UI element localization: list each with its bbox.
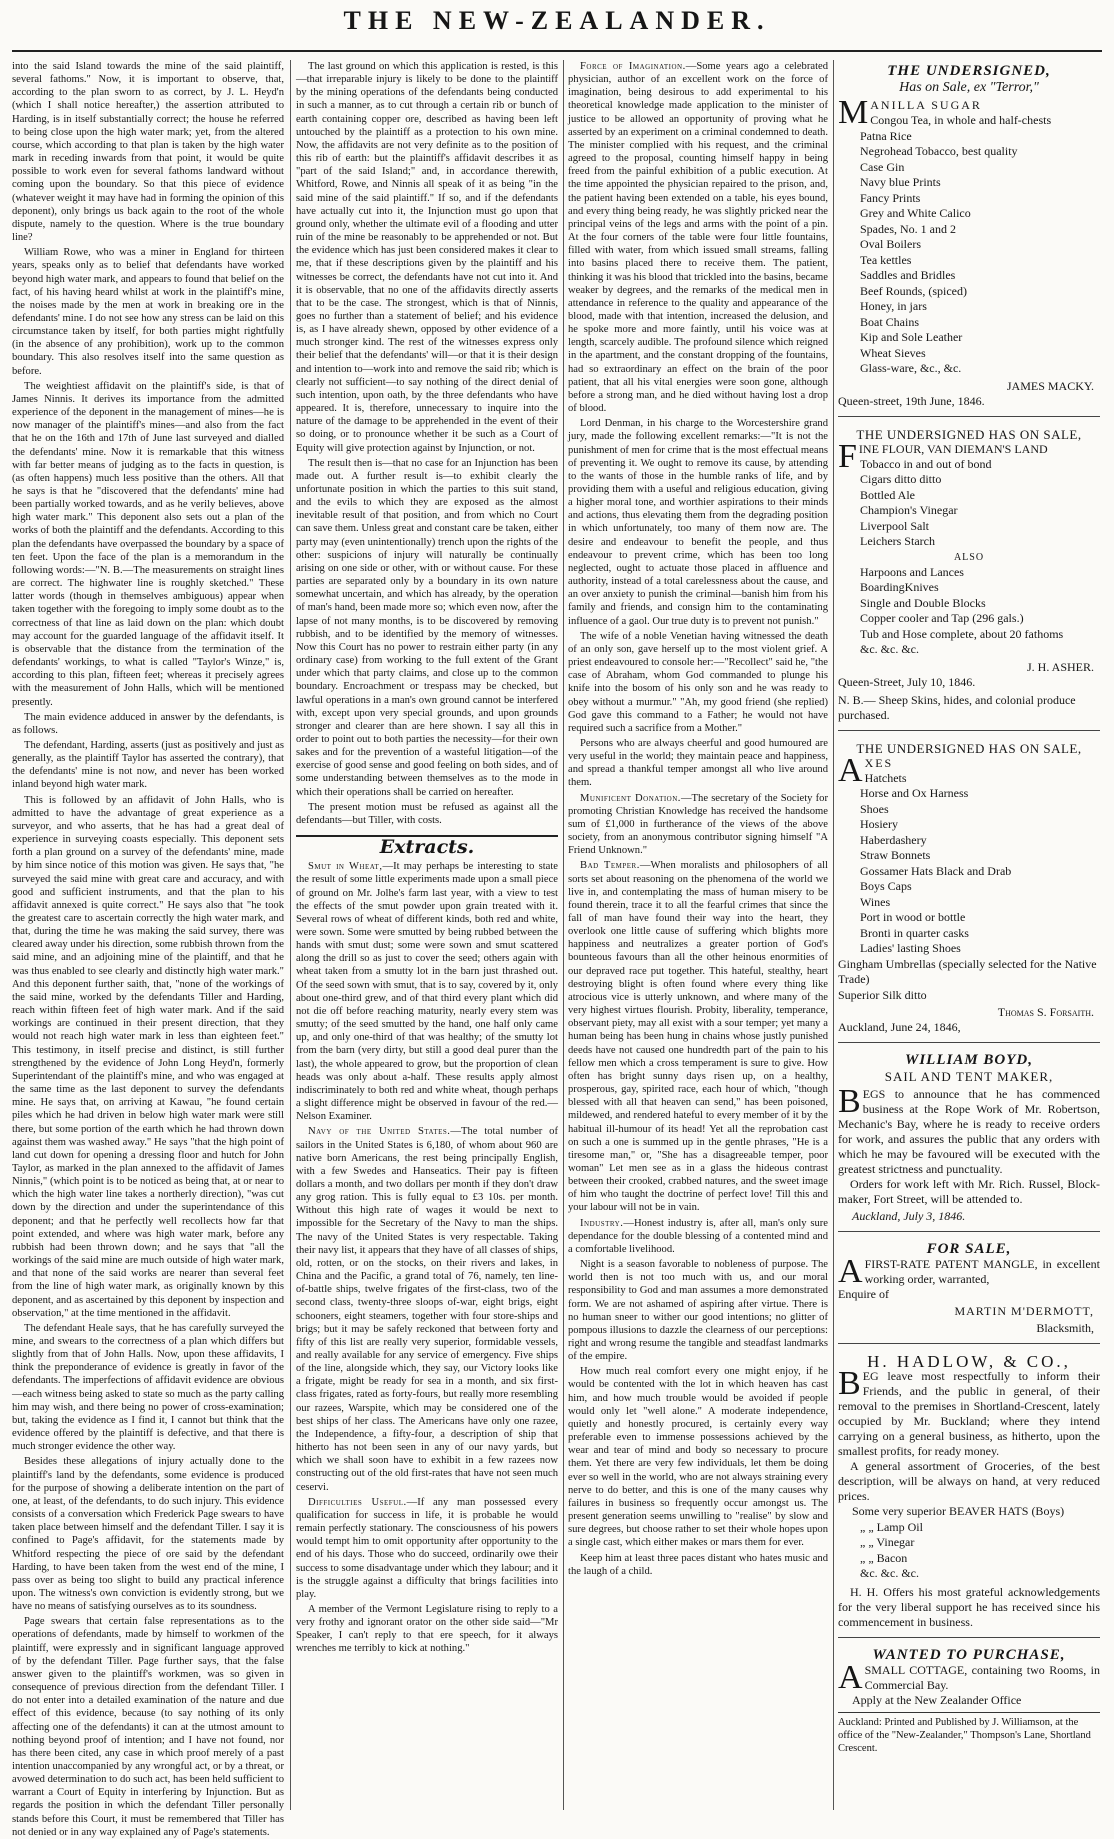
extract-text: Lord Denman, in his charge to the Worcestershire grand jury, made the following excellent remarks:—"It is not the punishment of men for crime that is the most effectual means of preventing it. We ought to remove its cause, by attending to the wants of those in the humble ranks of life, and by providing them with a useful and religious education, giving a higher moral tone, and worthier aspirations to their minds and actions, thus elevating them from the degrading position in which unfortunately, too many of them now are. The desire and endeavour to benefit the people, and thus endeavour to prevent crime, which has been too long neglected, ought to actuate those placed in affluence and authority, instead of a total carelessness about the cause, and an over anxiety to punish the criminal—banish him from his family and friends, and consign him to the contaminating influence of a gaol. Our true duty is to prevent not punish."	[568, 418, 828, 627]
extract-item	[568, 417, 828, 628]
column-divider	[290, 60, 291, 1810]
extract-text: —The secretary of the Society for promoting Christian Knowledge has received the handsome sum of £1,000 in furtherance of the views of the above society, from an anonymous contributor signing himself "A Friend Unknown."	[568, 792, 828, 857]
extract-item	[296, 1125, 558, 1493]
extract-head: Smut in Wheat,	[308, 861, 383, 873]
masthead: THE NEW-ZEALANDER.	[343, 6, 771, 35]
ad-signature: MARTIN M'DERMOTT,	[954, 1304, 1094, 1318]
ad-item: Harpoons and Lances	[860, 564, 964, 579]
extract-item	[568, 1365, 828, 1549]
ad-hadlow	[838, 1350, 1100, 1638]
extract-head: Bad Temper.	[580, 860, 640, 872]
extract-item	[296, 860, 558, 1123]
extract-item	[568, 1552, 828, 1578]
drop-cap: F	[838, 437, 857, 475]
extract-item	[296, 1603, 558, 1656]
extract-text: —It may perhaps be interesting to state the result of some little experiments made upon a small piece of ground on Mr. Jolhe's farm last year, with a view to test the effects of the smut powder upon grain treated with it. Several rows of wheat of different kinds, both red and white, were sown. Some were smutted by being rubbed between the hands with smut dust; some were sown and smut scattered along the drill so as just to cover the seed; others again with wheat taken from a smutty lot in the barn just thrashed out. Of the seed sown with smut, that is to say, covered by it, only about one-third grew, and of that third every plant which did not die off before reaching maturity, nearly every stem was smutty; of the seed smutted by the hand, one half only came up, and only one-third of that was healthy; of the smutty lot from the barn (very dirty, but still a good deal purer than the last), the whole appeared to grow, but the proportion of clean heads was only about a-half. These results apply almost indiscriminately to both red and white wheat, though perhaps a slight difference might be observed in favour of the red.—Nelson Examiner.	[296, 861, 558, 1123]
ad-item: Boat Chains	[860, 314, 919, 329]
ad-item: Gingham Umbrellas (specially selected for the Native Trade)	[838, 956, 1097, 986]
ad-item: Wines	[860, 894, 891, 909]
ad-item: Patna Rice	[860, 128, 912, 143]
ad-item: Ladies' lasting Shoes	[860, 941, 961, 955]
column-divider	[563, 60, 564, 1810]
ad-forsaith	[838, 737, 1100, 1044]
ad-item: „ „ Lamp Oil	[860, 1519, 923, 1534]
ad-item: Liverpool Salt	[860, 518, 929, 533]
ad-item: „ „ Vinegar	[860, 1535, 915, 1549]
ad-item: Copper cooler and Tap (296 gals.)	[860, 611, 1024, 625]
drop-cap: A	[838, 1658, 863, 1696]
ad-item: Horse and Ox Harness	[860, 786, 969, 800]
ad-item: Cigars ditto ditto	[860, 472, 942, 486]
ad-date: Queen-street, 19th June, 1846.	[838, 393, 985, 408]
ad-title: FOR SALE,	[926, 1241, 1012, 1257]
ad-title: THE UNDERSIGNED,	[887, 63, 1051, 79]
extract-item	[296, 1496, 558, 1601]
ad-item: &c. &c. &c.	[860, 1566, 919, 1580]
extract-head: Navy of the United States.	[308, 1126, 451, 1138]
ad-item: BoardingKnives	[860, 580, 939, 594]
ad-item: Honey, in jars	[860, 299, 927, 313]
paragraph: Page swears that certain false representations as to the operations of defendants, made by himself to workmen of the plaintiff, were expressly and in significant language approved of by the defendant Tiller. Page further says, that the false answer given to the plaintiff's workmen, was so given in consequence of previous direction from the defendant Tiller. I do not enter into a detailed examination of the nature and due effect of this evidence, because (to say nothing of its only affecting one of the defendants) it can at the utmost amount to nothing beyond proof of intention; and I have not found, nor has there been cited, any case in which proof merely of a past intention unaccompanied by any wrongful act, or by a threat, or avowed determination to do such act, has been held sufficient to warrant a Court of Equity in interfering by Injunction. But as regards the position in which the defendant Tiller personally stands before this Court, it must be remembered that Tiller has not denied or in any way explained any of Page's statements.	[12, 1616, 284, 1838]
extract-text: —Some years ago a celebrated physician, author of an excellent work on the force of imagination, being desirous to add experimental to his theoretical knowledge made application to the minister of justice to be allowed an opportunity of proving what he asserted by an experiment on a criminal condemned to death. The minister complied with his request, and the criminal agreed to the proposal, counting himself happy in being freed from the painful exhibition of a public execution. At the time appointed the physician repaired to the prison, and, the patient having been extended on a table, his eyes bound, and every thing being ready, he was slightly pricked near the principal veins of the legs and arms with the point of a pin. At the four corners of the table were four little fountains, filled with water, from which issued small streams, falling into basins placed there to receive them. The patient, thinking it was his blood that trickled into the basins, became weaker by degrees, and the remarks of the medical men in attendance in reference to the quality and appearance of the blood, made with that intention, increased the delusion, and he spoke more and more faintly, until his voice was at length, scarcely audible. The profound silence which reigned in the apartment, and the constant dropping of the fountains, had so extraordinary an effect on the brain of the poor patient, that all his vital energies were soon gone, although before a strong man, and he died without having lost a drop of blood.	[568, 61, 829, 415]
extract-item	[568, 630, 828, 735]
masthead-rule	[12, 50, 1102, 52]
ad-item: &c. &c. &c.	[860, 642, 919, 656]
ad-text: FIRST-RATE PATENT MANGLE, in excellent working order, warranted,	[864, 1257, 1100, 1286]
drop-cap: B	[838, 1083, 861, 1120]
ad-text: EGS to announce that he has commenced business at the Rope Work of Mr. Robertson, Mechanic's Bay, where he is ready to receive orders for work, and assures the public that any orders with which he may be favoured will be executed with the greatest strictness and punctuality.	[838, 1087, 1100, 1176]
ad-trade: Blacksmith,	[1036, 1321, 1094, 1335]
ad-item: Port in wood or bottle	[860, 910, 966, 924]
paragraph: The defendant Heale says, that he has carefully surveyed the mine, and swears to the correctness of a plan which differs but slightly from that of John Halls. Now, upon these affidavits, I think the preponderance of evidence is greatly in favor of the defendants. The imperfections of affidavit evidence are obvious—each witness being asked to state so much as the party calling him may wish, and there being no power of cross-examination; but, taking the evidence as I find it, I cannot but think that the evidence offered by the plaintiff is defective, and that there is much stronger evidence the other way.	[12, 1322, 284, 1453]
advertisements-column	[838, 60, 1100, 1810]
ad-item: Shoes	[860, 801, 889, 816]
ad-item: Gossamer Hats Black and Drab	[860, 863, 1012, 878]
column-2	[296, 60, 558, 1810]
ad-signature: Thomas S. Forsaith.	[997, 1005, 1094, 1019]
extract-text: Persons who are always cheerful and good humoured are very useful in the world; they maintain peace and happiness, and spread a thankful temper amongst all who live around them.	[568, 737, 828, 789]
ad-text: H. H. Offers his most grateful acknowledgements for the very liberal support he has received since his commencement in business.	[838, 1584, 1100, 1629]
ad-title: THE UNDERSIGNED HAS ON SALE,	[856, 740, 1082, 756]
ad-item: „ „ Bacon	[860, 1550, 908, 1565]
ad-item: Hosiery	[860, 817, 898, 831]
extract-text: —Honest industry is, after all, man's only sure dependance for the double blessing of a contented mind and a comfortable livelihood.	[568, 1217, 828, 1255]
extracts-heading: Extracts.	[296, 835, 558, 854]
extract-item	[568, 859, 828, 1214]
column-divider	[833, 60, 834, 1810]
extract-item	[568, 737, 828, 790]
ad-item: Glass-ware, &c., &c.	[860, 361, 962, 375]
drop-cap: A	[838, 751, 863, 789]
ad-enquire: Enquire of	[838, 1287, 889, 1301]
ad-title: WANTED TO PURCHASE,	[872, 1646, 1066, 1663]
ad-first-line: ANILLA SUGAR	[870, 98, 982, 112]
ad-item: Saddles and Bridles	[860, 268, 956, 282]
ad-macky	[838, 60, 1100, 417]
ad-apply: Apply at the New Zealander Office	[852, 1692, 1022, 1707]
ad-subtitle: SAIL AND TENT MAKER,	[884, 1069, 1054, 1084]
column-3	[568, 60, 828, 1810]
extract-text: Keep him at least three paces distant who hates music and the laugh of a child.	[568, 1552, 828, 1577]
ad-item: Navy blue Prints	[860, 175, 941, 189]
extract-head: Force of Imagination.	[580, 61, 686, 72]
ad-item: Case Gin	[860, 159, 905, 174]
ad-wanted	[838, 1644, 1100, 1762]
ad-asher	[838, 423, 1100, 731]
ad-item: Bronti in quarter casks	[860, 925, 969, 940]
ad-item: Leichers Starch	[860, 534, 935, 548]
paragraph: Besides these allegations of injury actually done to the plaintiff's land by the defendants, some evidence is produced for the purpose of showing a deliberate intention on the part of one, at least, of the defendants, to do such injury. This evidence consists of a conversation which Frederick Page swears to have taken place between himself and the defendant Tiller. I say it is confined to Page's affidavit, for the statements made by Whitford respecting the piece of ore said by the defendant Harding, to have been taken from the west end of the mine, I pass over as being too slight to build any practical inference upon. The witness's own conviction is evidently strong, but we have no means of satisfying ourselves as to its soundness.	[12, 1456, 284, 1613]
ad-text: EG leave most respectfully to inform their Friends, and the public in general, of their removal to the premises in Shortland-Crescent, lately occupied by Mr. Buckland; where they intend carrying on a general business, as hitherto, upon the smallest profits, for ready money.	[838, 1369, 1100, 1458]
extract-item	[568, 1258, 828, 1363]
paragraph: The main evidence adduced in answer by the defendants, is as follows.	[12, 711, 284, 736]
ad-item: Bottled Ale	[860, 487, 915, 502]
ad-item: Negrohead Tobacco, best quality	[860, 144, 1018, 158]
ad-item: Grey and White Calico	[860, 206, 971, 220]
ad-also: ALSO	[953, 551, 985, 563]
ad-subtitle: Has on Sale, ex "Terror,"	[899, 80, 1039, 95]
ad-item: Single and Double Blocks	[860, 595, 986, 610]
ad-item: Wheat Sieves	[860, 345, 926, 360]
ad-item: Kip and Sole Leather	[860, 330, 963, 344]
ad-title: H. HADLOW, & CO.,	[867, 1352, 1071, 1371]
extract-text: —If any man possessed every qualification for success in life, it is probable he would remain perfectly stationary. The consciousness of his powers would tempt him to omit opportunity after opportunity to the end of his days. Those who do succeed, ordinarily owe their success to some disadvantage under which they labour; and it is the struggle against a difficulty that brings facilities into play.	[296, 1496, 558, 1600]
ad-signature: J. H. ASHER.	[1026, 659, 1094, 674]
extract-text: How much real comfort every one might enjoy, if he would be contented with the lot in which heaven has cast him, and how much trouble would be avoided if people would only let "well alone." A moderate independence, quietly and honestly procured, is certainly every way preferable even to immense possessions achieved by the wear and tear of mind and body so necessary to procure them. Yet there are very few individuals, let them be doing ever so well in the world, who are not always straining every nerve to do better, and this is one of the many causes why failures in business so frequently occur amongst us. The present generation seems unwilling to "realise" by slow and sure degrees, but choose rather to set their whole hopes upon a single cast, which either makes or mars them for ever.	[568, 1366, 828, 1549]
extract-text: —When moralists and philosophers of all sorts set about reasoning on the phenomena of the world we live in, and contemplating the mass of human misery to be found therein, trace it to all the fearful crimes that since the fall of man have found their way into the heart, they overlook one little cause of suffering which blights more happiness and neutralizes a greater portion of God's bounteous favours than all the other heinous enormities of our depraved race put together. This hateful, stealthy, heart destroying blight is often found where every thing like atrocious vice is utterly unknown, and where many of the very highest virtues flourish. Probity, liberality, temperance, observant piety, may all exist with a sour temper; yet many a human being has been hung in chains whose justly punished deeds have not caused one hundredth part of the pain to his fellow men which a cross temperament is sure to give. How often has bright sunny days risen up, on a healthy, prosperous, gay, spirited race, each hour of which, "though blessed with all that heaven can send," has been poisoned, mildewed, and rendered hateful to every member of it by the habitual ill-humour of its head! Yet all the reprobation cast on such a one is summed up in the gentle phrases, "He is a tiresome man," or, "She has a disagreeable temper, poor woman" Let men see as in a glass the hideous contrast between their crooked, crabbed natures, and the sweet image of him who taught the doctrine of perfect love! Till this and your labour will not be in vain.	[568, 860, 828, 1214]
ad-boyd	[838, 1049, 1100, 1232]
ad-title: WILLIAM BOYD,	[904, 1052, 1033, 1068]
ad-text: Orders for work left with Mr. Rich. Russel, Block-maker, Fort Street, will be attended to.	[838, 1177, 1100, 1206]
drop-cap: A	[838, 1253, 863, 1290]
ad-title: THE UNDERSIGNED HAS ON SALE,	[856, 426, 1082, 442]
ad-item: Fancy Prints	[860, 190, 921, 205]
ad-item: Boys Caps	[860, 879, 912, 893]
extract-item	[568, 1217, 828, 1256]
paragraph: William Rowe, who was a miner in England for thirteen years, speaks only as to belief that defendants have worked beyond high water mark, and appears to found that belief on the fact, of his having heard whilst at work in the plaintiff's mine, the noises made by the men at work in breaking ore in the defendants' mine. I do not see how any stress can be laid on this circumstance taken by itself, for both parties might rightfully (in the absence of any prohibition), work up to the common boundary. This also resolves itself into the same question as before.	[12, 247, 284, 377]
extract-head: Munificent Donation.	[580, 792, 681, 804]
paragraph: into the said Island towards the mine of the said plaintiff, several fathoms." Now, it is important to observe, that, according to the plan sworn to as correct, by J. L. Heyd'n (which I shall notice hereafter,) the assertion attributed to Harding, is in itself substantially correct; the house he referred to being close upon the high water mark; yet, from the altered course, which according to that plan is taken by the high water mark in receding inwards from that point, it would be quite possible to work even for several fathoms landward without coming upon the boundary. So that this piece of evidence (whatever weight it may have had in forming the opinion of this deponent), only brings us back again to the root of the whole dispute, namely to the question. Where is the true boundary line?	[12, 61, 284, 244]
ad-item: Tea kettles	[860, 252, 912, 267]
ad-date: Auckland, July 3, 1846.	[852, 1209, 966, 1223]
paragraph: The present motion must be refused as against all the defendants—but Tiller, with costs.	[296, 801, 558, 826]
column-1	[12, 60, 284, 1838]
ad-item: Beef Rounds, (spiced)	[860, 283, 967, 298]
extract-text: —The total number of sailors in the United States is 6,180, of whom about 960 are native born Americans, the rest being principally English, with a few Swedes and Hanseatics. Their pay is fifteen dollars a month, and two dollars per month if they don't draw any grog ration. This is fully equal to £3 10s. per month. Without this high rate of wages it would be next to impossible for the Secretary of the Navy to man the ships. The navy of the United States is very respectable. Taking their navy list, it appears that they have of all classes of ships, old, rotten, or on the stocks, on their rivers and lakes, in China and the Pacific, a grand total of 76, namely, ten line-of-battle ships, twelve frigates of the first-class, two of the second class, twenty-three sloops of-war, eight brigs, eight schooners, eight steamers, together with four store-ships and brigs; but it may be safely reckoned that between forty and fifty of this list are really very superior, formidable vessels, and really available for any service of emergency. Five ships of the line, alongside which, they say, our Victory looks like a frigate, might be ready for sea in a month, and six first-class frigates, rated as forty-fours, but really more resembling our razees, Warspite, which may be considered one of the best ships of her class. The Americans have only one razee, the Independence, a fifty-four, a description of ship that hitherto has not been seen in any of our navy yards, but which we shall soon have to exhibit in a few razees now constructing out of the old first-rates that have not seen much ceservi.	[296, 1126, 558, 1493]
ad-item: Straw Bonnets	[860, 848, 931, 862]
extract-text: A member of the Vermont Legislature rising to reply to a very frothy and ignorant orator on the other side said—"Mr Speaker, I can't reply to that ere speech, for it always wrenches me terribly to kick at nothing."	[296, 1603, 558, 1655]
extract-text: Night is a season favorable to nobleness of purpose. The world then is not too much with us, and our moral responsibility to God and man assumes a more demonstrated form. We are not ashamed of aspiring after virtue. There is no human sneer to wither our good intentions; no glitter of pompous illusions to dazzle the clearness of our perceptions: right and wrong resume the tangible and steadfast landmarks of the empire.	[568, 1259, 828, 1363]
paragraph: The weightiest affidavit on the plaintiff's side, is that of James Ninnis. It derives its importance from the admitted experience of the deponent in the management of mines—he is now manager of the plaintiff's mines—and also from the fact that he on the 16th and 17th of June last surveyed and dialled the defendants' mine. Now it is remarkable that this witness with far better means of judging as to the facts in question, is (as often happens) much less positive than the others. All that he says is that he "discovered that the defendants' mine had been partially worked towards, and as he verily believes, above high water mark." This deponent also sets out a plan of the works of both the plaintiff and the defendants. According to this plan the defendants have overpassed the boundary by a space of ten feet. Upon the face of the plan is a memorandum in the following words:—"N. B.—The measurements on straight lines are correct. The highwater line is roughly sketched." These latter words (though in themselves ambiguous) appear when taken together with the foregoing to imply some doubt as to the correctness of that line as laid down on the plan: which doubt may account for the guarded language of the affidavit itself. It is observable that the distance from the termination of the defendants' workings, to what is called "Taylor's Winze," is, according to this plan, fifteen feet; whereas it precisely agrees with the measurement of John Halls, which will be mentioned presently.	[12, 380, 284, 708]
ad-text: SMALL COTTAGE, containing two Rooms, in Commercial Bay.	[864, 1662, 1100, 1692]
ad-signature: JAMES MACKY.	[1006, 378, 1094, 393]
drop-cap: M	[838, 94, 869, 131]
ad-first-line: XES	[864, 755, 894, 770]
ad-item: Spades, No. 1 and 2	[860, 221, 956, 236]
ad-note: N. B.— Sheep Skins, hides, and colonial produce purchased.	[838, 692, 1076, 722]
ad-item: Some very superior BEAVER HATS (Boys)	[852, 1504, 1065, 1518]
drop-cap: B	[838, 1365, 861, 1402]
ad-item: Oval Boilers	[860, 237, 921, 251]
extract-head: Industry.	[580, 1217, 624, 1229]
ad-item: Champion's Vinegar	[860, 503, 958, 517]
ad-item: Tobacco in and out of bond	[860, 456, 992, 471]
extract-item	[568, 792, 828, 858]
imprint: Auckland: Printed and Published by J. Williamson, at the office of the "New-Zealander," Thompson's Lane, Shortland Crescent.	[838, 1712, 1100, 1755]
ad-item: Congou Tea, in whole and half-chests	[870, 113, 1052, 127]
paragraph: The result then is—that no case for an Injunction has been made out. A further result is—to exhibit clearly the unfortunate position in which the parties to this suit stand, and the evils to which they are exposed as the almost inevitable result of that position, and from which no Court can save them. Unless great and constant care be taken, either party may (even unintentionally) trench upon the rights of the other: suspicions of injury will naturally be continually arising on one side or other, with or without cause. For these parties are separated only by a boundary in its own nature somewhat uncertain, and which has already, by the operation of man's hand, been made more so; which even now, after the lapse of not many months, is to be discovered by removing rubbish, and to be identified by the memory of witnesses. Now this Court has no power to restrain either party (in any ordinary case) from working to the full extent of the Grant under which that party claims, and close up to the common boundary. Encroachment or trespass may be checked, but lawful operations in a man's own ground cannot be interfered with, except upon very special grounds, and upon grounds stronger and clearer than are here shown. I say all this in order to point out to both parties the necessity—for their own sakes and for the prevention of a wasteful litigation—of the exercise of good sense and good feeling on both sides, and of some understanding between themselves as to the mode in which their operations shall be carried on hereafter.	[296, 457, 558, 798]
ad-mangle	[838, 1238, 1100, 1344]
paragraph: The last ground on which this application is rested, is this—that irreparable injury is likely to be done to the plaintiff by the mining operations of the defendants being conducted in such a manner, as to cut through a certain rib or bunch of earth containing copper ore, described as having been left untouched by the plaintiff as a protection to his own mine. Now, the affidavits are not very definite as to the position of this rib of earth: but the plaintiff's affidavit describes it as "part of the said Island;" and, in accordance therewith, Whitford, Rowe, and Ninnis all speak of it as being "in the said mine of the said plaintiff." If so, and if the defendants have actually cut into it, the Injunction must go upon that ground only, whether the ultimate evil of a flooding and utter ruin of the mine be reasonably to be apprehended or not. But the evidence which has just been considered makes it clear to me, that if these descriptions given by the plaintiff and his witnesses be correct, the defendants have not cut into it. And it is observable, that no one of the affidavits directly asserts that to be the case. The strongest, which is that of Ninnis, goes no further than a statement of belief; and his evidence is, as I have already shewn, opposed by other evidence of a much stronger kind. The rest of the witnesses express only their belief that the defendants' will—or that it is their design and intention to—work into and remove the said rib; which is clearly not sufficient—to say nothing of the direct denial of such intention, upon oath, by the three defendants who have appeared. It is, therefore, unnecessary to inquire into the nature of the damage to be apprehended in the event of their so doing, or to pronounce whether it be such as a Court of Equity will give protection against by Injunction, or not.	[296, 61, 558, 454]
extract-item	[568, 60, 828, 415]
ad-date: Queen-Street, July 10, 1846.	[838, 674, 976, 689]
ad-item: Haberdashery	[860, 832, 927, 847]
extract-head: Difficulties Useful.	[308, 1496, 407, 1508]
ad-text: A general assortment of Groceries, of the best description, will be always on hand, at very reduced prices.	[838, 1459, 1100, 1503]
ad-item: Hatchets	[864, 770, 907, 785]
ad-item: Superior Silk ditto	[838, 987, 927, 1002]
ad-first-line: INE FLOUR, VAN DIEMAN'S LAND	[858, 441, 1048, 456]
extract-text: The wife of a noble Venetian having witnessed the death of an only son, gave herself up to the most violent grief. A priest endeavoured to console her:—"Recollect" said he, "the case of Abraham, whom God commanded to plunge his knife into the bosom of his only son and he was ready to obey without a murmur." "Ah, my good friend (she replied) God gave this command to a Father; he would not have required such a sacrifice from a Mother."	[568, 630, 828, 734]
paragraph: The defendant, Harding, asserts (just as positively and just as generally, as the plaintiff Taylor has asserted the contrary), that the defendants' mine is not now, and never has been worked inland beyond high water mark.	[12, 739, 284, 791]
ad-item: Tub and Hose complete, about 20 fathoms	[860, 626, 1064, 641]
ad-date: Auckland, June 24, 1846,	[838, 1020, 961, 1034]
paragraph: This is followed by an affidavit of John Halls, who is admitted to have the advantage of great experience as a surveyor, and who asserts, that he has had a great deal of experience in surveying coasts especially. This deponent sets forth a plan ground on a survey of the defendants' mine, made by him since notice of this motion was given. He says that, "he surveyed the said mine with great care and accuracy, and with good and sufficient instruments, and that the plan to his affidavit annexed is quite correct." He says also that "he took the greatest care to ascertain correctly the high water mark, and that, during the time he was making the said survey, there was cleared away under his direction, some rubbish thrown from the said mine, and an adjoining mine of the plaintiff, and that he was thus enabled to see clearly and distinctly high water mark." And this deponent further saith, that, "none of the workings of the said mine, worked by the defendants Tiller and Harding, reach within fifteen feet of high water mark. And if the said workings are continued in their present direction, that they would not reach high water mark in less than eighteen feet." This testimony, in itself precise and distinct, is still further strengthened by the evidence of John Long Heyd'n, formerly Superintendant of the plaintiff's mine, and who was engaged at the same time as the last deponent to survey the defendants mine. He says that, on arriving at Kawau, "he found certain piles which he had driven in below high water mark were still there, but some portion of the earth which he had thrown down against them was washed away." He says "that the high point of land cut down for opening a dressing floor and hutch for John Taylor, as marked in the plan annexed to the affidavit of James Ninnis," (which point is to be noticed as being that, at or near to which the high water line takes a northerly direction), "was cut down by the direction and under the superintendance of this deponent; and that he perfectly well recollects how far that point extended, and where was high water mark, before any rubbish had been thrown down; and he says that "all the workings of the said mine are much outside of high water mark, and that none of the said works are nearer than several feet from the line of high water mark, as originally known by this deponent, and as ascertained by this deponent by inspection and observation," at the time mentioned in the affidavit.	[12, 794, 284, 1319]
